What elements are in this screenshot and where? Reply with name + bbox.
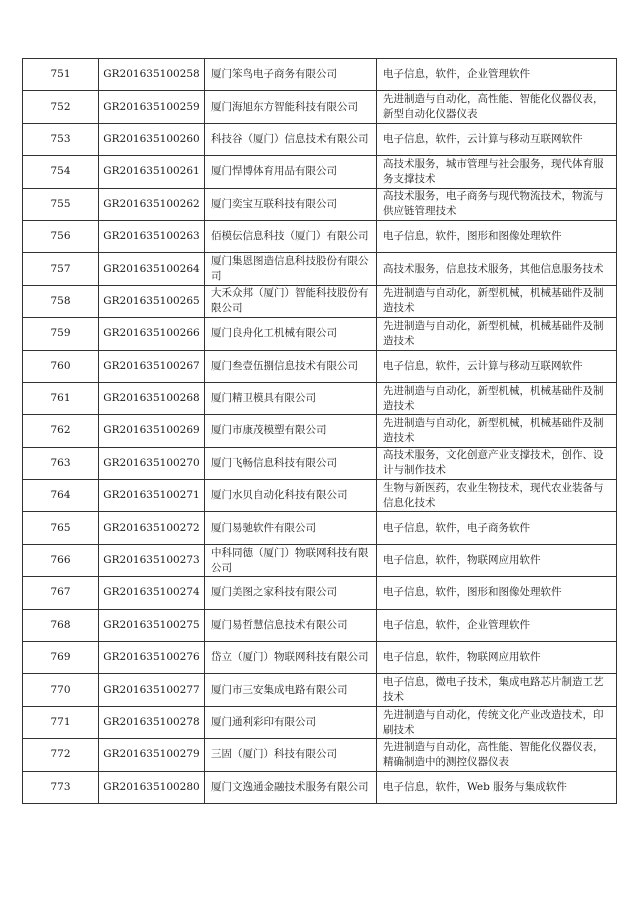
company-name-cell: 厦门海旭东方智能科技有限公司 [205, 91, 377, 123]
table-row [23, 577, 617, 609]
technology-field-cell: 先进制造与自动化，新型机械，机械基础件及制造技术 [377, 285, 617, 317]
technology-field-cell: 电子信息，软件，图形和图像处理软件 [377, 577, 617, 609]
technology-field-cell: 电子信息，软件，物联网应用软件 [377, 544, 617, 576]
technology-field-cell: 先进制造与自动化，新型机械，机械基础件及制造技术 [377, 318, 617, 350]
technology-field-cell: 电子信息，软件，企业管理软件 [377, 59, 617, 91]
table-row [23, 350, 617, 382]
technology-field-cell: 高技术服务，信息技术服务，其他信息服务技术 [377, 253, 617, 285]
certificate-number-cell: GR201635100269 [99, 415, 205, 447]
technology-field-cell: 高技术服务，城市管理与社会服务，现代体育服务支撑技术 [377, 156, 617, 188]
company-name-cell: 厦门市康茂模塑有限公司 [205, 415, 377, 447]
table-row [23, 318, 617, 350]
certificate-number-cell: GR201635100273 [99, 544, 205, 576]
company-name-cell: 厦门文逸通金融技术服务有限公司 [205, 771, 377, 803]
certificate-number-cell: GR201635100267 [99, 350, 205, 382]
technology-field-cell: 先进制造与自动化，新型机械，机械基础件及制造技术 [377, 382, 617, 414]
certificate-number-cell: GR201635100264 [99, 253, 205, 285]
serial-number-cell: 766 [23, 544, 99, 576]
certificate-number-cell: GR201635100277 [99, 674, 205, 706]
serial-number-cell: 773 [23, 771, 99, 803]
serial-number-cell: 756 [23, 220, 99, 252]
serial-number-cell: 752 [23, 91, 99, 123]
company-name-cell: 佰模伝信息科技（厦门）有限公司 [205, 220, 377, 252]
company-name-cell: 厦门集恩图造信息科技股份有限公司 [205, 253, 377, 285]
company-name-cell: 厦门笨鸟电子商务有限公司 [205, 59, 377, 91]
serial-number-cell: 769 [23, 642, 99, 674]
certificate-number-cell: GR201635100270 [99, 447, 205, 479]
company-name-cell: 厦门水贝自动化科技有限公司 [205, 480, 377, 512]
technology-field-cell: 电子信息，软件，云计算与移动互联网软件 [377, 350, 617, 382]
company-name-cell: 厦门市三安集成电路有限公司 [205, 674, 377, 706]
technology-field-cell: 先进制造与自动化，传统文化产业改造技术，印刷技术 [377, 706, 617, 738]
certificate-number-cell: GR201635100263 [99, 220, 205, 252]
table-row [23, 739, 617, 771]
table-row [23, 706, 617, 738]
technology-field-cell: 电子信息，软件，物联网应用软件 [377, 642, 617, 674]
certificate-number-cell: GR201635100271 [99, 480, 205, 512]
company-name-cell: 中科同德（厦门）物联网科技有限公司 [205, 544, 377, 576]
company-name-cell: 厦门悍博体育用品有限公司 [205, 156, 377, 188]
certificate-number-cell: GR201635100261 [99, 156, 205, 188]
serial-number-cell: 757 [23, 253, 99, 285]
table-row [23, 609, 617, 641]
company-name-cell: 科技谷（厦门）信息技术有限公司 [205, 123, 377, 155]
certificate-number-cell: GR201635100258 [99, 59, 205, 91]
company-name-cell: 厦门叁壹伍捌信息技术有限公司 [205, 350, 377, 382]
technology-field-cell: 电子信息，微电子技术，集成电路芯片制造工艺技术 [377, 674, 617, 706]
table-row [23, 156, 617, 188]
company-name-cell: 厦门飞畅信息科技有限公司 [205, 447, 377, 479]
table-row [23, 674, 617, 706]
technology-field-cell: 生物与新医药，农业生物技术，现代农业装备与信息化技术 [377, 480, 617, 512]
certificate-number-cell: GR201635100275 [99, 609, 205, 641]
technology-field-cell: 电子信息，软件，电子商务软件 [377, 512, 617, 544]
company-name-cell: 厦门通利彩印有限公司 [205, 706, 377, 738]
technology-field-cell: 高技术服务，文化创意产业支撑技术，创作、设计与制作技术 [377, 447, 617, 479]
certificate-number-cell: GR201635100262 [99, 188, 205, 220]
table-row [23, 480, 617, 512]
technology-field-cell: 高技术服务，电子商务与现代物流技术，物流与供应链管理技术 [377, 188, 617, 220]
serial-number-cell: 758 [23, 285, 99, 317]
table-row [23, 642, 617, 674]
serial-number-cell: 762 [23, 415, 99, 447]
certificate-number-cell: GR201635100272 [99, 512, 205, 544]
table-row [23, 771, 617, 803]
company-name-cell: 厦门易哲慧信息技术有限公司 [205, 609, 377, 641]
table-row [23, 253, 617, 285]
company-name-cell: 厦门良舟化工机械有限公司 [205, 318, 377, 350]
table-row [23, 285, 617, 317]
table-row [23, 382, 617, 414]
table-row [23, 544, 617, 576]
table-row [23, 220, 617, 252]
certificate-number-cell: GR201635100274 [99, 577, 205, 609]
technology-field-cell: 电子信息，软件，图形和图像处理软件 [377, 220, 617, 252]
certificate-number-cell: GR201635100260 [99, 123, 205, 155]
serial-number-cell: 759 [23, 318, 99, 350]
certificate-number-cell: GR201635100279 [99, 739, 205, 771]
company-name-cell: 三固（厦门）科技有限公司 [205, 739, 377, 771]
certificate-number-cell: GR201635100268 [99, 382, 205, 414]
serial-number-cell: 768 [23, 609, 99, 641]
company-name-cell: 厦门奕宝互联科技有限公司 [205, 188, 377, 220]
certificate-number-cell: GR201635100280 [99, 771, 205, 803]
company-name-cell: 厦门易驰软件有限公司 [205, 512, 377, 544]
enterprise-list-table [22, 58, 617, 804]
table-row [23, 512, 617, 544]
serial-number-cell: 770 [23, 674, 99, 706]
company-name-cell: 厦门美图之家科技有限公司 [205, 577, 377, 609]
serial-number-cell: 764 [23, 480, 99, 512]
technology-field-cell: 先进制造与自动化，高性能、智能化仪器仪表，精确制造中的测控仪器仪表 [377, 739, 617, 771]
table-row [23, 415, 617, 447]
serial-number-cell: 771 [23, 706, 99, 738]
technology-field-cell: 电子信息，软件，Web 服务与集成软件 [377, 771, 617, 803]
serial-number-cell: 753 [23, 123, 99, 155]
certificate-number-cell: GR201635100276 [99, 642, 205, 674]
serial-number-cell: 765 [23, 512, 99, 544]
table-body [23, 59, 617, 804]
certificate-number-cell: GR201635100265 [99, 285, 205, 317]
serial-number-cell: 763 [23, 447, 99, 479]
serial-number-cell: 760 [23, 350, 99, 382]
technology-field-cell: 电子信息，软件，云计算与移动互联网软件 [377, 123, 617, 155]
company-name-cell: 岱立（厦门）物联网科技有限公司 [205, 642, 377, 674]
table-row [23, 123, 617, 155]
table-row [23, 91, 617, 123]
company-name-cell: 大禾众邦（厦门）智能科技股份有限公司 [205, 285, 377, 317]
serial-number-cell: 755 [23, 188, 99, 220]
table-row [23, 188, 617, 220]
certificate-number-cell: GR201635100259 [99, 91, 205, 123]
technology-field-cell: 电子信息，软件，企业管理软件 [377, 609, 617, 641]
serial-number-cell: 767 [23, 577, 99, 609]
technology-field-cell: 先进制造与自动化，新型机械，机械基础件及制造技术 [377, 415, 617, 447]
serial-number-cell: 754 [23, 156, 99, 188]
serial-number-cell: 761 [23, 382, 99, 414]
certificate-number-cell: GR201635100278 [99, 706, 205, 738]
technology-field-cell: 先进制造与自动化，高性能、智能化仪器仪表，新型自动化仪器仪表 [377, 91, 617, 123]
table-row [23, 447, 617, 479]
certificate-number-cell: GR201635100266 [99, 318, 205, 350]
serial-number-cell: 751 [23, 59, 99, 91]
company-name-cell: 厦门精卫模具有限公司 [205, 382, 377, 414]
table-row [23, 59, 617, 91]
serial-number-cell: 772 [23, 739, 99, 771]
